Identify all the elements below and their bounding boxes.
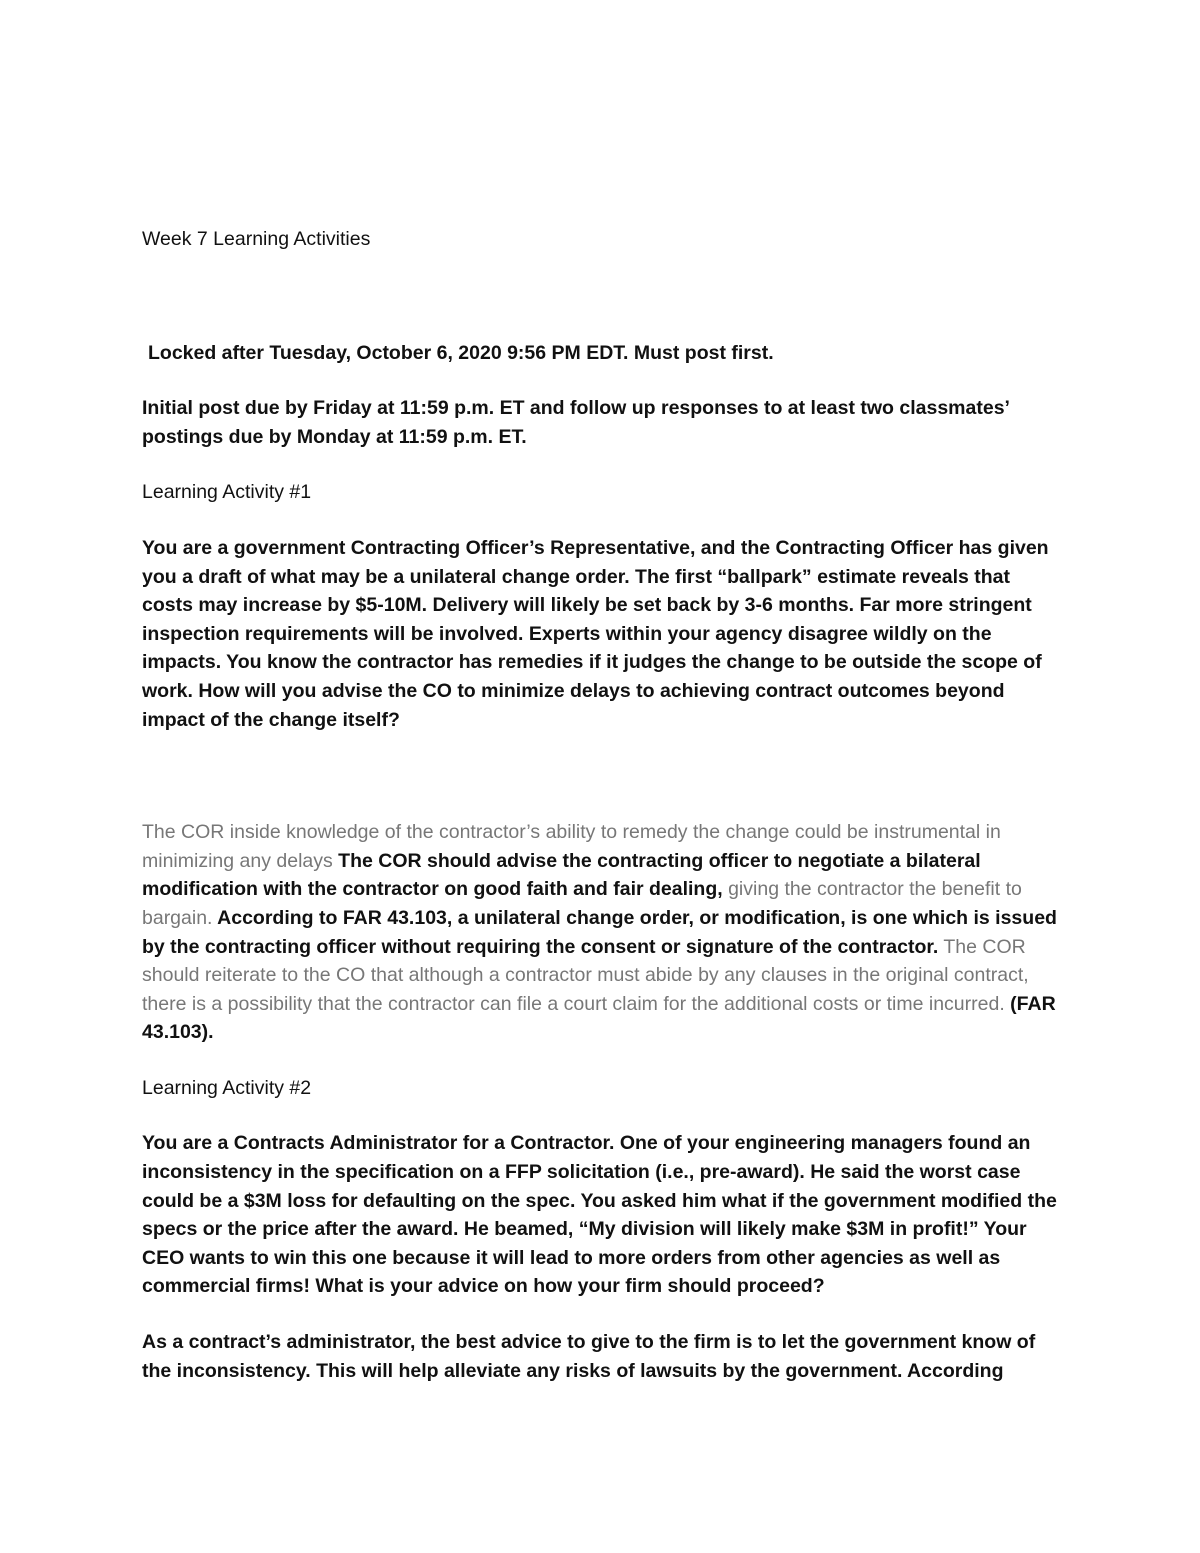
activity-2-heading: Learning Activity #2 [142,1076,312,1099]
answer-1-segment-2: The COR should advise the contracting officer to negotiate a bilateral modification with the contractor on good faith and fair dealing, [142,849,981,901]
due-notice: Initial post due by Friday at 11:59 p.m. ET and follow up responses to at least two classmates’ postings due by Monday at 11:59 p.m. ET. [142,397,1009,448]
activity-1-answer [142,818,1062,1047]
answer-1-segment-6: (FAR 43.103). [142,992,1056,1044]
activity-1-heading: Learning Activity #1 [142,481,312,504]
activity-2-question: You are a Contracts Administrator for a Contractor. One of your engineering managers found an inconsistency in the specification on a FFP solicitation (i.e., pre-award). He said the worst case could be a $3M loss for defaulting on the spec. You asked him what if the government modified the specs or the price after the award. He beamed, “My division will likely make $3M in profit!” Your CEO wants to win this one because it will lead to more orders from other agencies as well as commercial firms! What is your advice on how your firm should proceed? [142,1132,1057,1298]
document-body [142,225,1062,1385]
locked-notice: Locked after Tuesday, October 6, 2020 9:56 PM EDT. Must post first. [148,341,774,364]
answer-1-segment-1: The COR inside knowledge of the contractor’s ability to remedy the change could be instrumental in minimizing any delays [142,821,1001,872]
answer-1-segment-5: The COR should reiterate to the CO that although a contractor must abide by any clauses in the original contract, there is a possibility that the contractor can file a court claim for the additional costs or time incurred. [142,935,1029,1015]
activity-2-answer: As a contract’s administrator, the best advice to give to the firm is to let the government know of the inconsistency. This will help alleviate any risks of lawsuits by the government. According [142,1331,1036,1382]
answer-1-segment-3: giving the contractor the benefit to bargain. [142,878,1022,929]
document-title: Week 7 Learning Activities [142,228,371,250]
activity-1-question: You are a government Contracting Officer’s Representative, and the Contracting Officer has given you a draft of what may be a unilateral change order. The first “ballpark” estimate reveals that costs may increase by $5-10M. Delivery will likely be set back by 3-6 months. Far more stringent inspection requirements will be involved. Experts within your agency disagree wildly on the impacts. You know the contractor has remedies if it judges the change to be outside the scope of work. How will you advise the CO to minimize delays to achieving contract outcomes beyond impact of the change itself? [142,536,1049,731]
answer-1-segment-4: According to FAR 43.103, a unilateral change order, or modification, is one which is issued by the contracting officer without requiring the consent or signature of the contractor. [142,906,1057,958]
